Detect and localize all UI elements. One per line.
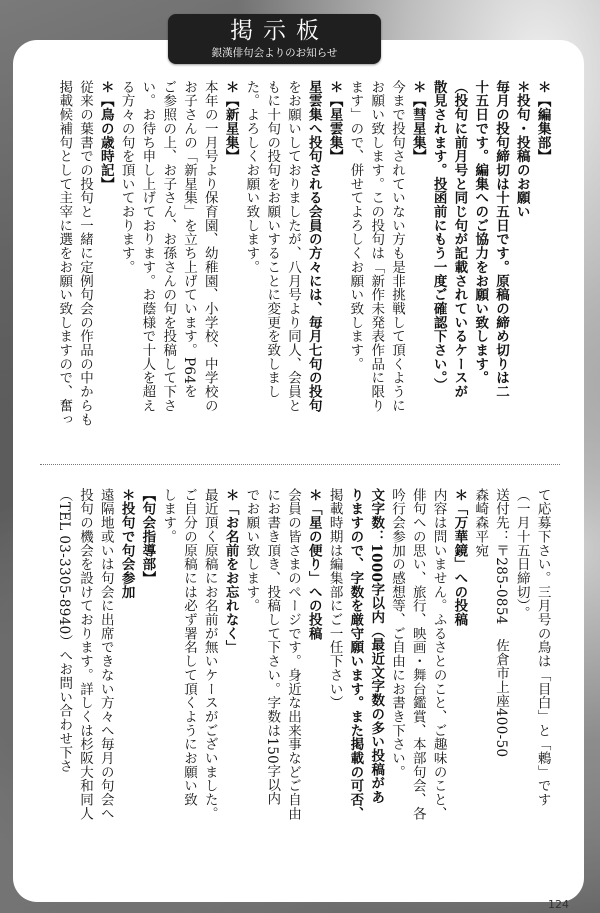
- notice-line: て応募下さい。三月号の鳥は「目白」と「鶫」です: [534, 488, 551, 807]
- notice-heading: ＊投句・投稿のお願い: [513, 80, 530, 219]
- notice-line: ご自分の原稿には必ず署名して頂くようにお願い致: [180, 488, 197, 807]
- notice-line: します。: [160, 488, 177, 544]
- notice-heading: ＊投句で句会参加: [118, 488, 135, 599]
- section-heading: 【句会指導部】: [139, 488, 156, 585]
- notice-line: （TEL 03-3305-8940）へお問い合わせ下さ: [56, 488, 73, 774]
- notice-line: ます」ので、併せてよろしくお願い致します。: [347, 80, 364, 371]
- section-divider: [40, 464, 560, 465]
- notice-line: （一月十五日締切）。: [513, 488, 530, 620]
- notice-line: ご参照の上、お子さん、お孫さんの句を投稿して下さ: [160, 80, 177, 413]
- notice-line: 最近頂く原稿にお名前が無いケースがございました。: [201, 488, 218, 821]
- notice-line: お子さんの「新星集」を立ち上げています。P64を: [180, 80, 197, 399]
- notice-line: （投句に前月号と同じ句が記載されているケースが: [451, 80, 468, 399]
- section-heading: ＊【鳥の歳時記】: [97, 80, 114, 191]
- notice-line: りますので、字数を厳守願います。また掲載の可否、: [347, 488, 364, 821]
- notice-line: 文字数：1000字以内（最近文字数の多い投稿があ: [368, 488, 385, 804]
- notice-line: 掲載候補句として主宰に選をお願い致しますので、奮っ: [56, 80, 73, 427]
- notice-line: でお願い致します。: [243, 488, 260, 613]
- section-heading: ＊【星雲集】: [326, 80, 343, 164]
- notice-line: 遠隔地或いは句会に出席できない方々へ毎月の句会へ: [97, 488, 114, 821]
- notice-line: 投句の機会を設けております。詳しくは杉阪大和同人: [76, 488, 93, 821]
- notice-line: お願い致します。この投句は「新作未発表作品に限り: [368, 80, 385, 413]
- notice-line: 毎月の投句締切は十五日です。原稿の締め切りは二: [492, 80, 509, 399]
- notice-line: をお願いしておりましたが、八月号より同人、会員と: [284, 80, 301, 413]
- board-title: 掲示板: [230, 18, 329, 44]
- section-heading: ＊【彗星集】: [409, 80, 426, 164]
- notice-line: い。お待ち申し上げております。お蔭様で十人を超え: [139, 80, 156, 413]
- notice-line: 従来の葉書での投句と一緒に定例句会の作品の中からも: [76, 80, 93, 427]
- page-number: 124: [548, 898, 569, 911]
- notice-line: 俳句への思い、旅行、映画・舞台鑑賞、本部句会、各: [409, 488, 426, 821]
- notice-line: 掲載時期は編集部にご一任下さい）: [326, 488, 343, 710]
- notice-line: 送付先：〒285-0854 佐倉市上座400-50: [492, 488, 509, 758]
- notice-line: 内容は問いません。ふるさとのこと、ご趣味のこと、: [430, 488, 447, 821]
- notice-heading: ＊「万華鏡」への投稿: [451, 488, 468, 627]
- notice-line: る方々の句を頂いております。: [118, 80, 135, 274]
- notice-line: 今まで投句されていない方も是非挑戦して頂くように: [388, 80, 405, 413]
- section-heading: ＊【新星集】: [222, 80, 239, 164]
- notice-line: 森崎森平宛: [472, 488, 489, 558]
- notice-line: 会員の皆さまのページです。身近な出来事などご自由: [284, 488, 301, 821]
- notice-line: もに十句の投句をお願いすることに変更を致しまし: [264, 80, 281, 399]
- notice-line: 十五日です。編集へのご協力をお願い致します。: [472, 80, 489, 385]
- notice-line: 本年の一月号より保育園、幼稚園、小学校、中学校の: [201, 80, 218, 413]
- notice-heading: ＊「星の便り」への投稿: [305, 488, 322, 641]
- notice-line: 星雲集へ投句される会員の方々には、毎月七句の投句: [305, 80, 322, 413]
- notice-line: 吟行会参加の感想等、ご自由にお書き下さい。: [388, 488, 405, 779]
- board-subtitle: 銀漢俳句会よりのお知らせ: [211, 47, 338, 59]
- board-header: [168, 14, 381, 64]
- section-heading: ＊【編集部】: [534, 80, 551, 164]
- notice-line: 散見されます。投函前にもう一度ご確認下さい。）: [430, 80, 447, 392]
- notice-heading: ＊「お名前をお忘れなく」: [222, 488, 239, 655]
- notice-line: た。よろしくお願い致します。: [243, 80, 260, 274]
- notice-line: にお書き頂き、投稿して下さい。字数は150字以内: [264, 488, 281, 806]
